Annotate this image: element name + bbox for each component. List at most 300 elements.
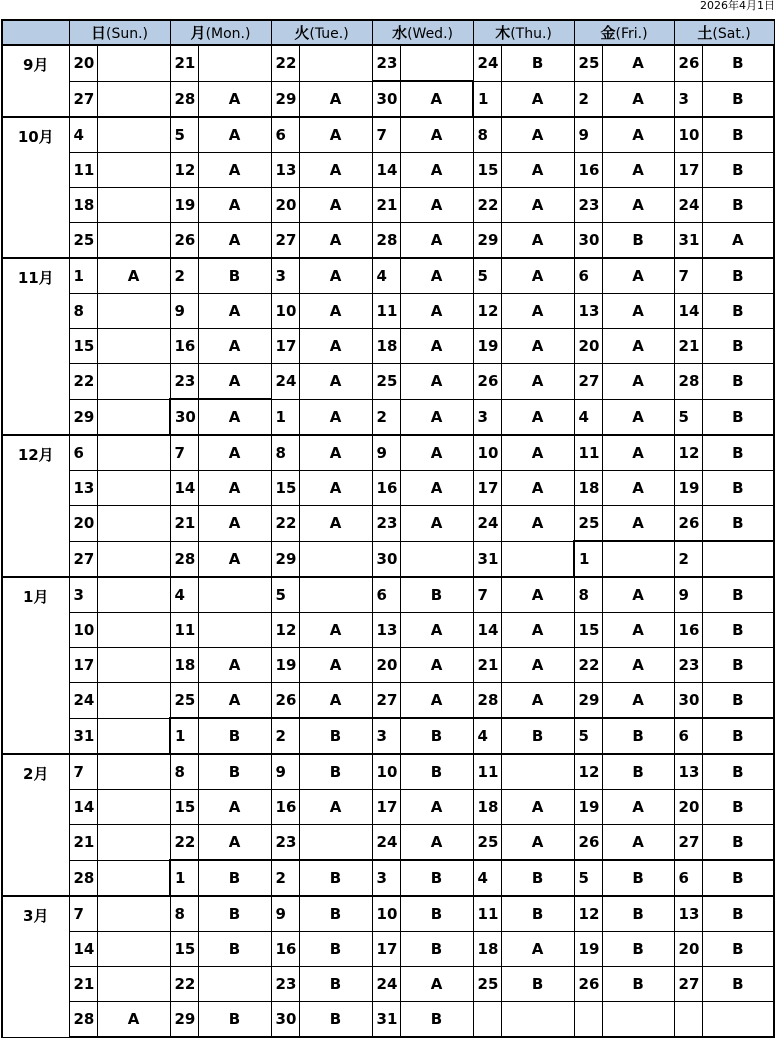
header-row [2, 20, 774, 45]
day-code: A [602, 613, 674, 648]
day-number: 18 [69, 188, 97, 223]
day-code [299, 541, 372, 577]
day-number: 25 [69, 223, 97, 259]
day-number: 23 [372, 45, 400, 81]
day-number: 31 [69, 718, 97, 754]
day-code [97, 790, 170, 825]
day-number: 29 [473, 223, 501, 259]
day-code [97, 683, 170, 719]
day-code: A [501, 153, 574, 188]
day-code: B [501, 860, 574, 896]
day-code [97, 577, 170, 613]
header-friday: 金(Fri.) [574, 20, 674, 45]
day-number: 27 [674, 825, 702, 861]
day-number: 15 [271, 471, 299, 506]
day-code: B [702, 329, 774, 364]
day-code [702, 1002, 774, 1038]
day-code: B [702, 754, 774, 790]
table-row [2, 399, 774, 435]
day-number: 8 [170, 896, 198, 932]
day-code: A [198, 471, 271, 506]
day-number: 10 [372, 896, 400, 932]
day-code: A [501, 294, 574, 329]
day-number: 3 [372, 860, 400, 896]
day-number: 7 [473, 577, 501, 613]
day-code: B [501, 967, 574, 1002]
day-number: 21 [69, 825, 97, 861]
day-code: B [702, 435, 774, 471]
day-number: 13 [674, 754, 702, 790]
day-number: 8 [473, 117, 501, 153]
table-row [2, 541, 774, 577]
day-number: 24 [674, 188, 702, 223]
day-number: 5 [574, 718, 602, 754]
day-number: 10 [69, 613, 97, 648]
day-code: A [602, 506, 674, 542]
day-number: 5 [473, 258, 501, 294]
table-row [2, 613, 774, 648]
day-code: A [198, 364, 271, 400]
day-number: 10 [271, 294, 299, 329]
day-number: 14 [473, 613, 501, 648]
day-number: 27 [372, 683, 400, 719]
day-number: 18 [372, 329, 400, 364]
table-row [2, 577, 774, 613]
day-code: A [400, 399, 473, 435]
day-code: B [198, 860, 271, 896]
table-row [2, 860, 774, 896]
day-code: A [602, 258, 674, 294]
table-row [2, 153, 774, 188]
day-number: 20 [674, 790, 702, 825]
table-row [2, 754, 774, 790]
day-code: A [400, 153, 473, 188]
day-number: 24 [271, 364, 299, 400]
table-row [2, 967, 774, 1002]
day-code: A [602, 364, 674, 400]
day-number: 28 [674, 364, 702, 400]
day-code: B [702, 471, 774, 506]
day-number: 15 [574, 613, 602, 648]
day-number: 25 [473, 825, 501, 861]
day-code: B [400, 860, 473, 896]
day-code: A [501, 223, 574, 259]
day-code: A [501, 399, 574, 435]
day-code [97, 153, 170, 188]
day-code: A [602, 790, 674, 825]
day-code: A [602, 329, 674, 364]
day-code: A [299, 506, 372, 542]
day-code: A [198, 117, 271, 153]
day-code [198, 577, 271, 613]
day-code: B [702, 294, 774, 329]
day-number: 2 [271, 718, 299, 754]
day-number: 15 [69, 329, 97, 364]
day-number: 2 [271, 860, 299, 896]
day-number: 10 [473, 435, 501, 471]
day-code: B [702, 896, 774, 932]
day-code [97, 117, 170, 153]
day-number [674, 1002, 702, 1038]
day-number: 18 [574, 471, 602, 506]
day-number: 24 [372, 967, 400, 1002]
day-code [97, 435, 170, 471]
day-code: B [702, 399, 774, 435]
day-code: B [198, 754, 271, 790]
day-code: A [501, 577, 574, 613]
day-code: A [299, 364, 372, 400]
day-code [198, 613, 271, 648]
day-code: B [400, 718, 473, 754]
day-number: 15 [473, 153, 501, 188]
month-label: 12月 [2, 435, 69, 577]
day-code: A [501, 471, 574, 506]
day-code: A [400, 364, 473, 400]
table-row [2, 506, 774, 542]
day-number: 12 [574, 754, 602, 790]
day-number: 11 [574, 435, 602, 471]
day-number: 16 [674, 613, 702, 648]
day-number: 17 [372, 790, 400, 825]
day-number: 25 [473, 967, 501, 1002]
day-number: 10 [674, 117, 702, 153]
day-number: 22 [170, 825, 198, 861]
day-number: 20 [372, 648, 400, 683]
day-code: A [299, 435, 372, 471]
day-number: 7 [69, 754, 97, 790]
day-code: B [702, 364, 774, 400]
day-number: 24 [372, 825, 400, 861]
day-number: 5 [574, 860, 602, 896]
day-code: B [702, 932, 774, 967]
day-number: 9 [271, 754, 299, 790]
day-number: 28 [473, 683, 501, 719]
day-number: 21 [170, 506, 198, 542]
day-code [702, 541, 774, 577]
day-number: 14 [170, 471, 198, 506]
day-code: A [198, 541, 271, 577]
day-number: 25 [574, 45, 602, 81]
day-code [501, 541, 574, 577]
day-code: B [702, 825, 774, 861]
day-code: A [299, 399, 372, 435]
day-code [97, 45, 170, 81]
month-label: 2月 [2, 754, 69, 896]
day-number: 21 [372, 188, 400, 223]
day-code: A [602, 825, 674, 861]
day-code: A [299, 790, 372, 825]
day-number: 11 [170, 613, 198, 648]
day-code: B [198, 1002, 271, 1038]
header-tuesday: 火(Tue.) [271, 20, 372, 45]
table-row [2, 258, 774, 294]
calendar-table [1, 19, 775, 1038]
day-code: A [299, 258, 372, 294]
day-number: 22 [170, 967, 198, 1002]
day-number: 30 [372, 81, 400, 117]
day-number: 6 [674, 860, 702, 896]
day-number: 29 [271, 81, 299, 117]
day-code: A [299, 117, 372, 153]
day-code: B [702, 718, 774, 754]
day-code: B [400, 896, 473, 932]
day-code [198, 967, 271, 1002]
day-code: A [198, 81, 271, 117]
header-thursday: 木(Thu.) [473, 20, 574, 45]
day-number: 2 [372, 399, 400, 435]
day-number: 6 [372, 577, 400, 613]
day-number: 4 [473, 860, 501, 896]
day-number: 13 [372, 613, 400, 648]
day-code [97, 932, 170, 967]
day-code [97, 896, 170, 932]
day-number: 19 [473, 329, 501, 364]
day-code: A [400, 967, 473, 1002]
day-number: 6 [574, 258, 602, 294]
day-code: A [400, 683, 473, 719]
day-code: B [702, 506, 774, 542]
day-number: 19 [170, 188, 198, 223]
table-row [2, 825, 774, 861]
day-number: 30 [372, 541, 400, 577]
day-number: 1 [574, 541, 602, 577]
day-code: A [501, 188, 574, 223]
day-code: A [299, 81, 372, 117]
day-code: A [501, 613, 574, 648]
day-code: A [501, 117, 574, 153]
day-code: A [198, 329, 271, 364]
day-code: A [198, 188, 271, 223]
day-number: 5 [271, 577, 299, 613]
day-number: 9 [271, 896, 299, 932]
day-number: 10 [372, 754, 400, 790]
day-number: 8 [574, 577, 602, 613]
day-number: 23 [170, 364, 198, 400]
day-number: 19 [271, 648, 299, 683]
day-number: 23 [674, 648, 702, 683]
day-number: 4 [473, 718, 501, 754]
day-number: 12 [473, 294, 501, 329]
day-number: 14 [674, 294, 702, 329]
day-number: 30 [170, 399, 198, 435]
day-code: A [299, 329, 372, 364]
day-code: A [299, 683, 372, 719]
day-code: A [400, 825, 473, 861]
day-code: B [602, 967, 674, 1002]
table-row [2, 790, 774, 825]
day-code: A [501, 932, 574, 967]
month-label: 3月 [2, 896, 69, 1037]
day-code: A [198, 790, 271, 825]
table-row [2, 1002, 774, 1038]
day-number: 17 [674, 153, 702, 188]
day-number: 22 [574, 648, 602, 683]
day-number: 28 [69, 860, 97, 896]
day-number: 22 [271, 45, 299, 81]
table-row [2, 45, 774, 81]
day-number: 21 [674, 329, 702, 364]
day-code: B [702, 153, 774, 188]
day-number: 29 [574, 683, 602, 719]
day-code [97, 188, 170, 223]
day-code: B [702, 790, 774, 825]
day-code: A [198, 153, 271, 188]
day-code: B [702, 117, 774, 153]
header-sunday: 日(Sun.) [69, 20, 170, 45]
day-number: 20 [271, 188, 299, 223]
day-number: 4 [69, 117, 97, 153]
day-code: A [602, 471, 674, 506]
day-code [400, 541, 473, 577]
day-number: 26 [574, 967, 602, 1002]
day-code: B [602, 754, 674, 790]
day-code [400, 45, 473, 81]
day-code: B [602, 718, 674, 754]
table-row [2, 471, 774, 506]
day-number: 20 [69, 506, 97, 542]
day-number: 7 [372, 117, 400, 153]
day-number: 2 [674, 541, 702, 577]
day-number: 8 [69, 294, 97, 329]
day-number: 28 [372, 223, 400, 259]
day-number: 27 [674, 967, 702, 1002]
day-number: 3 [271, 258, 299, 294]
day-code: A [602, 648, 674, 683]
day-code: A [501, 81, 574, 117]
day-number: 4 [574, 399, 602, 435]
day-number: 20 [69, 45, 97, 81]
day-number: 30 [271, 1002, 299, 1038]
day-code [97, 967, 170, 1002]
day-code: A [299, 294, 372, 329]
day-number: 29 [170, 1002, 198, 1038]
day-number: 29 [69, 399, 97, 435]
day-code: A [602, 45, 674, 81]
day-code: A [198, 683, 271, 719]
day-code: A [602, 294, 674, 329]
day-number: 30 [574, 223, 602, 259]
day-number: 15 [170, 932, 198, 967]
day-code: A [299, 471, 372, 506]
day-number: 14 [69, 932, 97, 967]
day-code: A [198, 825, 271, 861]
day-code: B [702, 577, 774, 613]
day-number: 15 [170, 790, 198, 825]
day-code: B [702, 860, 774, 896]
day-code: A [501, 258, 574, 294]
day-code: A [400, 81, 473, 117]
day-number: 16 [170, 329, 198, 364]
day-code: A [501, 506, 574, 542]
table-row [2, 648, 774, 683]
day-code: A [602, 399, 674, 435]
day-code [97, 399, 170, 435]
day-number: 21 [473, 648, 501, 683]
table-row [2, 364, 774, 400]
day-number: 6 [69, 435, 97, 471]
day-code: A [299, 648, 372, 683]
day-number: 25 [574, 506, 602, 542]
day-number: 17 [473, 471, 501, 506]
day-number: 16 [372, 471, 400, 506]
table-row [2, 896, 774, 932]
day-number: 9 [674, 577, 702, 613]
header-corner [2, 20, 69, 45]
day-number: 8 [271, 435, 299, 471]
day-code [602, 1002, 674, 1038]
day-code: A [501, 825, 574, 861]
day-code [97, 718, 170, 754]
day-code: B [299, 932, 372, 967]
day-number: 3 [674, 81, 702, 117]
day-code [97, 825, 170, 861]
table-row [2, 117, 774, 153]
day-number: 23 [574, 188, 602, 223]
day-code [97, 329, 170, 364]
day-number: 31 [372, 1002, 400, 1038]
day-number: 16 [271, 790, 299, 825]
day-code: A [299, 188, 372, 223]
day-code: B [602, 223, 674, 259]
day-code: B [299, 718, 372, 754]
day-code: A [501, 790, 574, 825]
day-number: 31 [473, 541, 501, 577]
day-code: A [299, 613, 372, 648]
header-monday: 月(Mon.) [170, 20, 271, 45]
day-code [299, 45, 372, 81]
day-number: 2 [574, 81, 602, 117]
day-number: 9 [372, 435, 400, 471]
day-code: B [299, 860, 372, 896]
day-number: 18 [473, 932, 501, 967]
day-number: 3 [473, 399, 501, 435]
day-number: 5 [674, 399, 702, 435]
day-number: 31 [674, 223, 702, 259]
day-number: 1 [69, 258, 97, 294]
day-code: A [602, 117, 674, 153]
day-code: B [602, 860, 674, 896]
day-number: 13 [574, 294, 602, 329]
day-code: B [400, 1002, 473, 1038]
day-code: B [198, 932, 271, 967]
day-code: A [602, 435, 674, 471]
day-number: 8 [170, 754, 198, 790]
day-code: A [299, 223, 372, 259]
day-number: 24 [69, 683, 97, 719]
day-code [97, 648, 170, 683]
day-code: A [400, 223, 473, 259]
table-row [2, 81, 774, 117]
day-code: A [501, 683, 574, 719]
day-number: 13 [69, 471, 97, 506]
day-code: B [702, 683, 774, 719]
table-row [2, 932, 774, 967]
day-code [97, 754, 170, 790]
day-code: B [400, 754, 473, 790]
day-code: B [702, 613, 774, 648]
day-number: 26 [473, 364, 501, 400]
day-code [97, 613, 170, 648]
day-number: 11 [69, 153, 97, 188]
day-number: 18 [170, 648, 198, 683]
day-code [501, 1002, 574, 1038]
day-number: 5 [170, 117, 198, 153]
day-code [97, 471, 170, 506]
day-code: B [299, 967, 372, 1002]
day-code [97, 294, 170, 329]
day-code: B [602, 896, 674, 932]
day-code: A [400, 188, 473, 223]
